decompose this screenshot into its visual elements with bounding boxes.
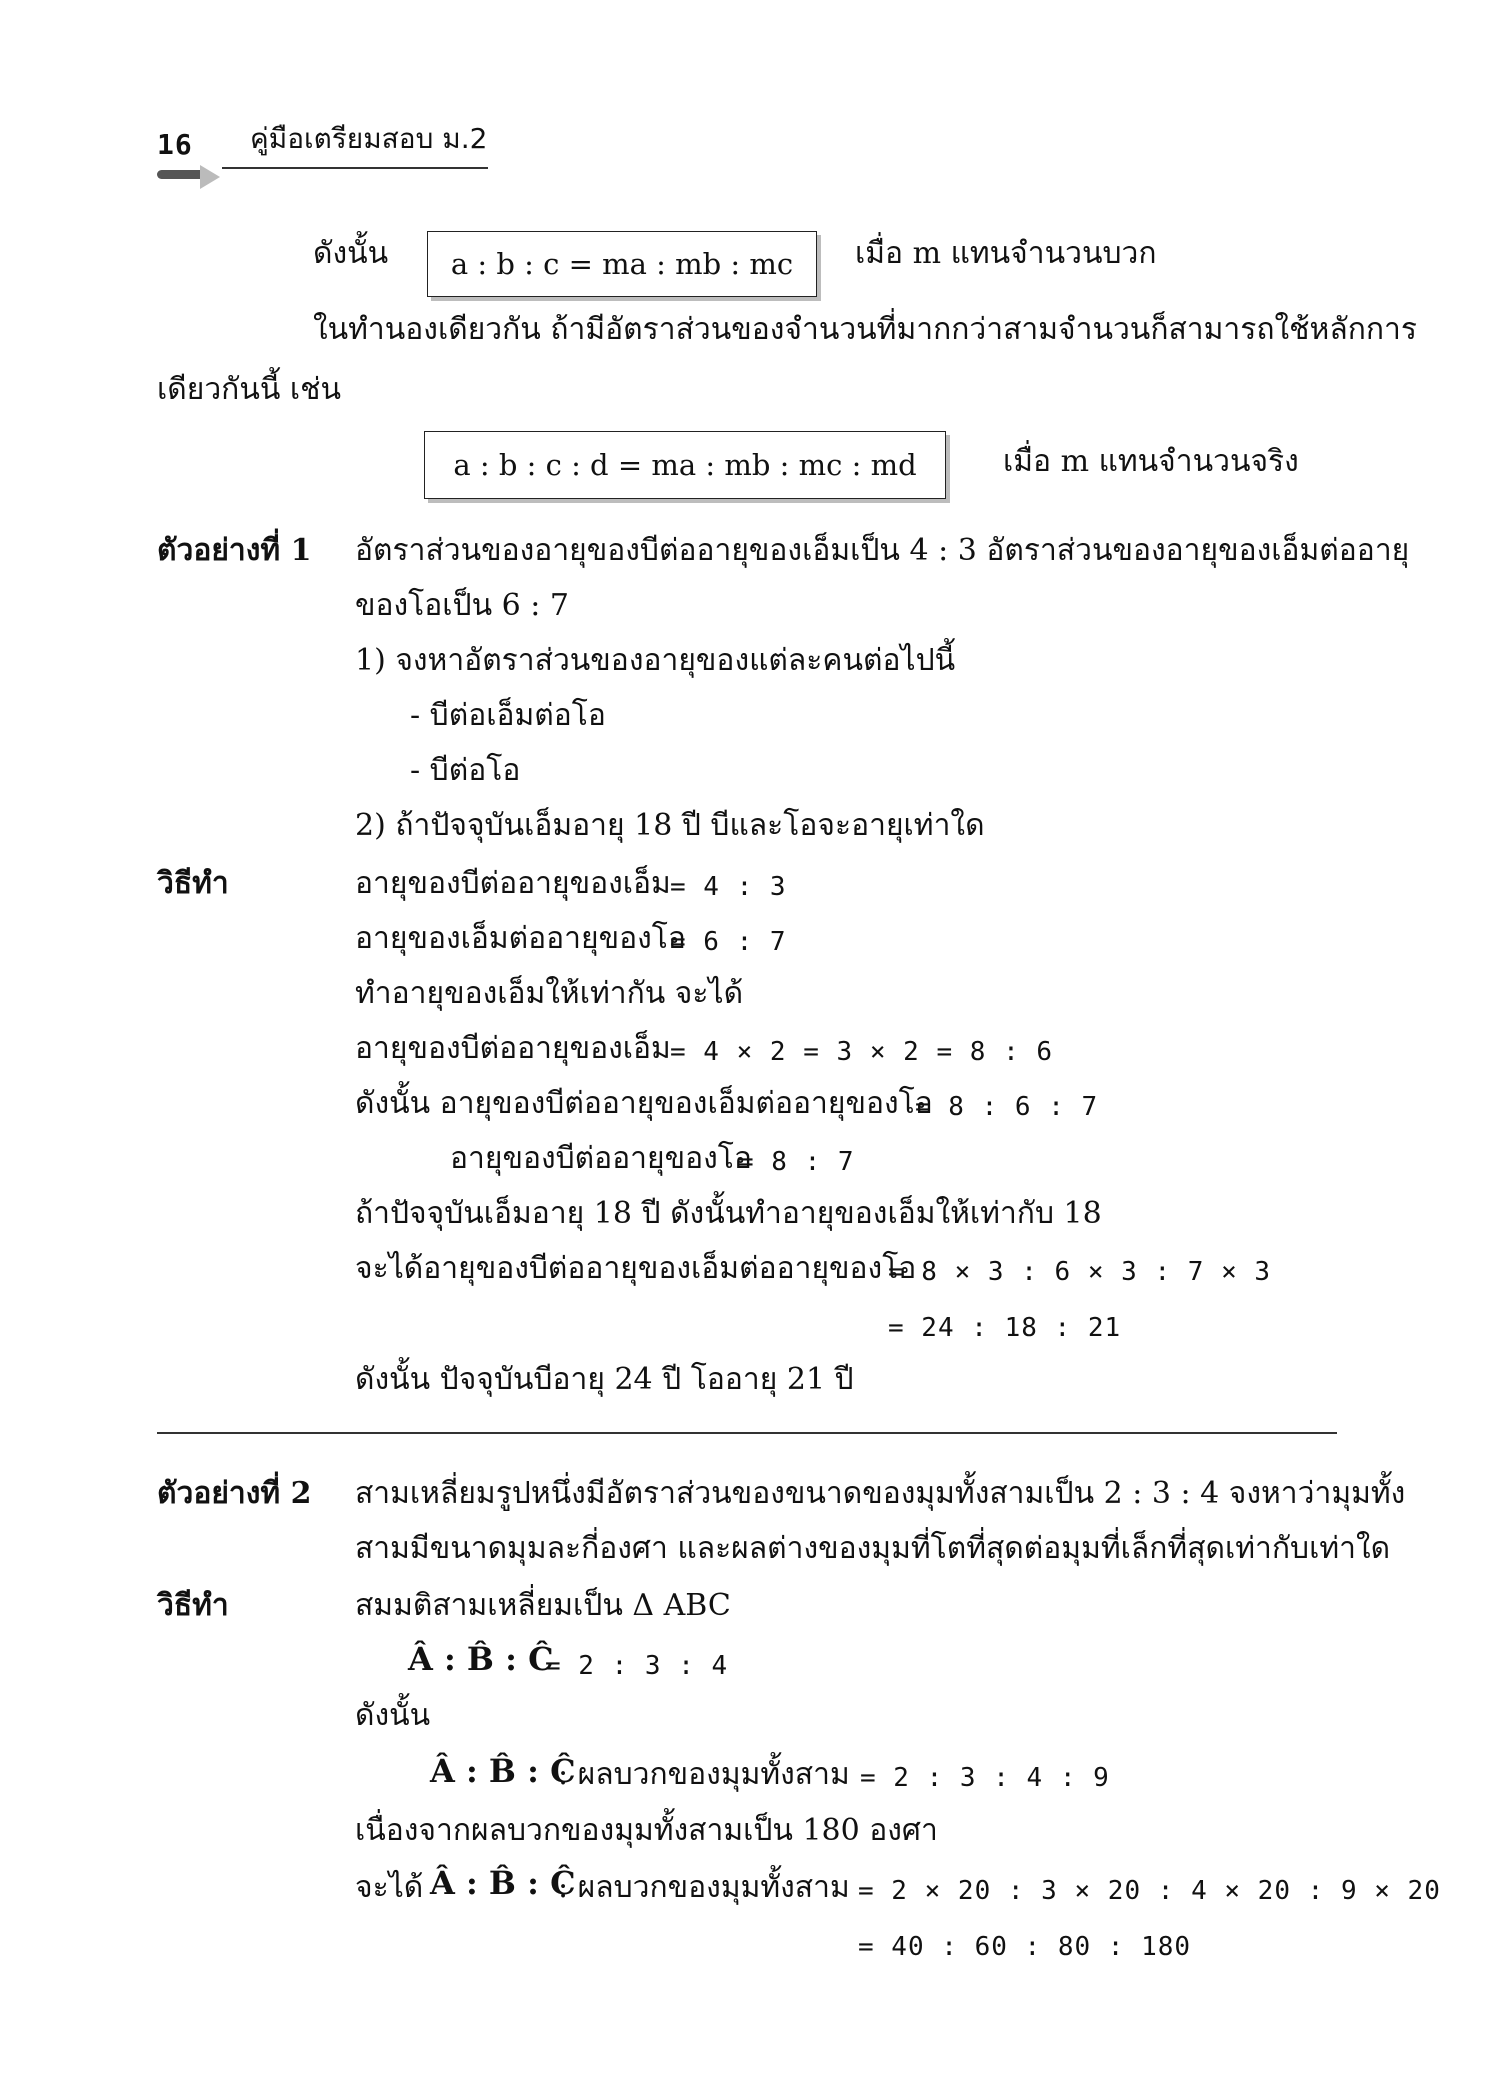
angles-ratio-2: Â : B̂ : Ĉ — [430, 1752, 576, 1790]
example-1-step-1-text: อายุของบีต่ออายุของเอ็ม — [355, 866, 671, 901]
example-1-subquestion-1b: - บีต่อโอ — [410, 753, 521, 788]
page-number: 16 — [157, 128, 193, 161]
formula-1: a : b : c = ma : mb : mc — [450, 247, 794, 281]
intro-therefore: ดังนั้น — [313, 236, 389, 271]
formula-box-1 — [427, 231, 817, 297]
example-1-step-2-math: = 6 : 7 — [670, 927, 787, 957]
example-2-step-2-math: = 2 : 3 : 4 — [545, 1651, 729, 1681]
example-2-step-5: เนื่องจากผลบวกของมุมทั้งสามเป็น 180 องศา — [355, 1813, 938, 1848]
example-2-step-6-prefix: จะได้ — [355, 1870, 424, 1905]
example-1-step-8-math: = 8 × 3 : 6 × 3 : 7 × 3 — [888, 1257, 1272, 1287]
formula-2-note: เมื่อ m แทนจำนวนจริง — [1003, 444, 1299, 479]
example-2-step-6-math: = 2 × 20 : 3 × 20 : 4 × 20 : 9 × 20 — [858, 1876, 1441, 1906]
example-1-step-5-math: = 8 : 6 : 7 — [915, 1092, 1099, 1122]
example-2-step-4-math: = 2 : 3 : 4 : 9 — [860, 1763, 1110, 1793]
angles-ratio-1: Â : B̂ : Ĉ — [408, 1640, 554, 1678]
example-1-step-4-math: = 4 × 2 = 3 × 2 = 8 : 6 — [670, 1037, 1054, 1067]
example-1-question-line-2: ของโอเป็น 6 : 7 — [355, 588, 569, 623]
example-1-step-3: ทำอายุของเอ็มให้เท่ากัน จะได้ — [355, 976, 744, 1011]
example-2-step-4-suffix: : ผลบวกของมุมทั้งสาม — [558, 1757, 850, 1792]
example-2-step-6-suffix: : ผลบวกของมุมทั้งสาม — [558, 1870, 850, 1905]
example-1-step-7: ถ้าปัจจุบันเอ็มอายุ 18 ปี ดังนั้นทำอายุของเอ็มให้เท่ากับ 18 — [355, 1196, 1102, 1231]
example-1-step-6-math: = 8 : 7 — [738, 1147, 855, 1177]
example-1-subquestion-1a: - บีต่อเอ็มต่อโอ — [410, 698, 606, 733]
example-1-step-5-text: ดังนั้น อายุของบีต่ออายุของเอ็มต่ออายุของโอ — [355, 1086, 933, 1121]
example-1-step-2-text: อายุของเอ็มต่ออายุของโอ — [355, 921, 686, 956]
example-1-step-6-text: อายุของบีต่ออายุของโอ — [450, 1141, 752, 1176]
example-1-conclusion: ดังนั้น ปัจจุบันบีอายุ 24 ปี โออายุ 21 ปี — [355, 1362, 854, 1397]
example-2-step-1: สมมติสามเหลี่ยมเป็น Δ ABC — [355, 1588, 731, 1623]
example-1-subquestion-1: 1) จงหาอัตราส่วนของอายุของแต่ละคนต่อไปนี้ — [355, 643, 956, 678]
example-1-solution-label: วิธีทำ — [157, 866, 229, 901]
example-2-step-3: ดังนั้น — [355, 1698, 431, 1733]
example-2-question-line-1: สามเหลี่ยมรูปหนึ่งมีอัตราส่วนของขนาดของมุมทั้งสามเป็น 2 : 3 : 4 จงหาว่ามุมทั้ง — [355, 1476, 1406, 1511]
example-2-step-7-math: = 40 : 60 : 80 : 180 — [858, 1932, 1192, 1962]
example-1-subquestion-2: 2) ถ้าปัจจุบันเอ็มอายุ 18 ปี บีและโอจะอายุเท่าใด — [355, 808, 985, 843]
example-1-step-8-text: จะได้อายุของบีต่ออายุของเอ็มต่ออายุของโอ — [355, 1251, 917, 1286]
formula-1-note: เมื่อ m แทนจำนวนบวก — [855, 236, 1157, 271]
angles-ratio-3: Â : B̂ : Ĉ — [430, 1864, 576, 1902]
example-2-label: ตัวอย่างที่ 2 — [157, 1476, 312, 1511]
intro-paragraph-line-2: เดียวกันนี้ เช่น — [157, 372, 341, 407]
intro-paragraph-line-1: ในทำนองเดียวกัน ถ้ามีอัตราส่วนของจำนวนที่มากกว่าสามจำนวนก็สามารถใช้หลักการ — [313, 312, 1417, 347]
example-2-solution-label: วิธีทำ — [157, 1588, 229, 1623]
book-title: คู่มือเตรียมสอบ ม.2 — [250, 122, 488, 155]
example-1-label: ตัวอย่างที่ 1 — [157, 533, 312, 568]
section-divider — [157, 1432, 1337, 1434]
example-1-step-1-math: = 4 : 3 — [670, 872, 787, 902]
example-1-step-4-text: อายุของบีต่ออายุของเอ็ม — [355, 1031, 671, 1066]
formula-box-2 — [424, 431, 946, 499]
example-2-question-line-2: สามมีขนาดมุมละกี่องศา และผลต่างของมุมที่โตที่สุดต่อมุมที่เล็กที่สุดเท่ากับเท่าใด — [355, 1531, 1391, 1566]
example-1-question-line-1: อัตราส่วนของอายุของบีต่ออายุของเอ็มเป็น 4 : 3 อัตราส่วนของอายุของเอ็มต่ออายุ — [355, 533, 1410, 568]
formula-2: a : b : c : d = ma : mb : mc : md — [453, 448, 917, 482]
example-1-step-9-math: = 24 : 18 : 21 — [888, 1313, 1122, 1343]
